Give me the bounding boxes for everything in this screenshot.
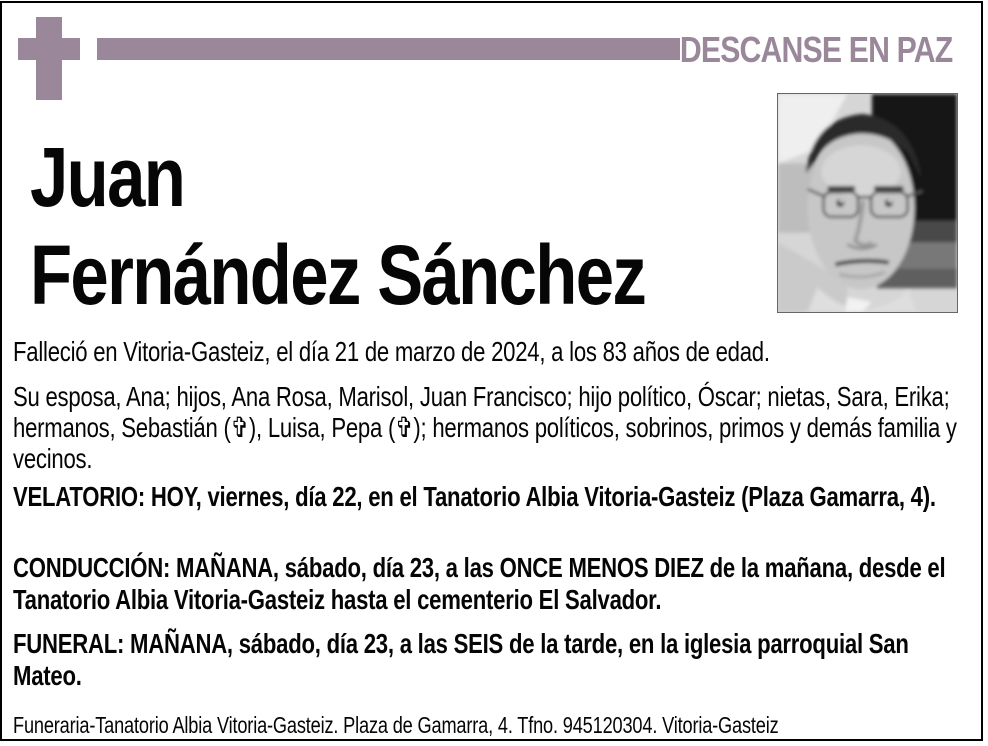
- deceased-last-name: Fernández Sánchez: [30, 228, 646, 322]
- family-line: Su esposa, Ana; hijos, Ana Rosa, Marisol, Juan Francisco; hijo político, Óscar; nietas, Sara, Erika; hermanos, Sebastián (✞), Luisa, Pepa (✞); hermanos políticos, sobrinos, primos y demás familia y vecinos.: [13, 381, 957, 474]
- death-line: Falleció en Vitoria-Gasteiz, el día 21 de marzo de 2024, a los 83 años de edad.: [13, 336, 770, 367]
- cross-icon: [16, 14, 82, 102]
- deceased-name: [30, 128, 645, 324]
- header-accent-bar: [97, 38, 680, 60]
- deceased-first-name: Juan: [30, 130, 185, 224]
- portrait-photo: [777, 93, 958, 313]
- cortege-line: CONDUCCIÓN: MAÑANA, sábado, día 23, a las ONCE MENOS DIEZ de la mañana, desde el Tanatorio Albia Vitoria-Gasteiz hasta el cementerio El Salvador.: [13, 552, 946, 615]
- funeral-line: FUNERAL: MAÑANA, sábado, día 23, a las SEIS de la tarde, en la iglesia parroquial San Mateo.: [13, 628, 909, 691]
- wake-line: VELATORIO: HOY, viernes, día 22, en el Tanatorio Albia Vitoria-Gasteiz (Plaza Gamarra, 4).: [13, 481, 936, 512]
- portrait-photo-graphic: [778, 94, 957, 312]
- rip-heading: DESCANSE EN PAZ: [679, 29, 952, 70]
- funeral-home-contact-line: Funeraria-Tanatorio Albia Vitoria-Gasteiz. Plaza de Gamarra, 4. Tfno. 945120304. Vitoria-Gasteiz: [13, 712, 779, 738]
